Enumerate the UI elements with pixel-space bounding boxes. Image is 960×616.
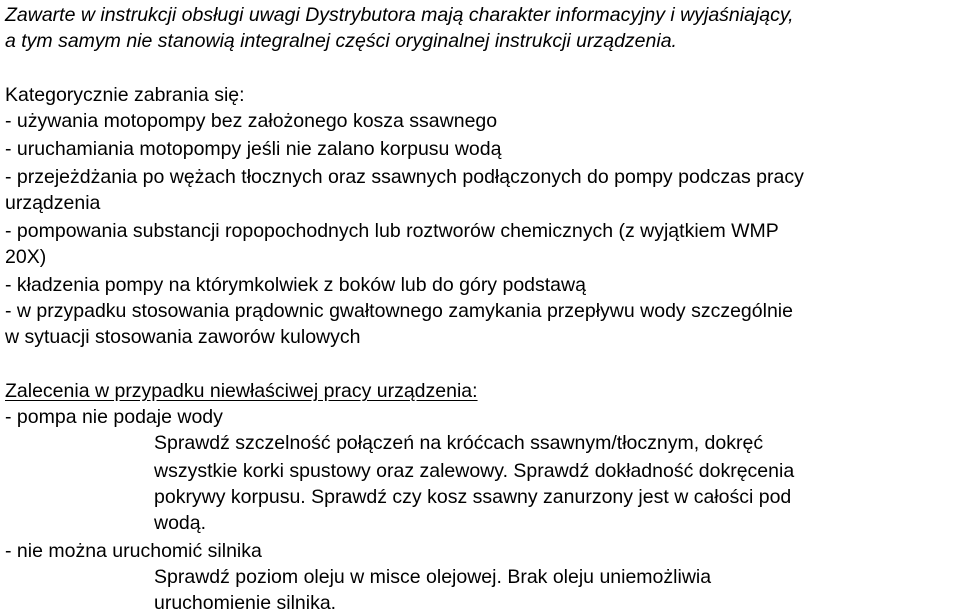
solution-line: pokrywy korpusu. Sprawdź czy kosz ssawny zanurzony jest w całości pod <box>154 486 792 508</box>
problem-engine-wont-start: - nie można uruchomić silnika <box>5 540 262 562</box>
prohibition-item: - uruchamiania motopompy jeśli nie zalano korpusu wodą <box>5 138 502 160</box>
prohibition-item-continuation: w sytuacji stosowania zaworów kulowych <box>5 326 361 348</box>
prohibition-item: - w przypadku stosowania prądownic gwałtownego zamykania przepływu wody szczególnie <box>5 300 793 322</box>
prohibition-item: - przejeżdżania po wężach tłocznych oraz ssawnych podłączonych do pompy podczas pracy <box>5 166 804 188</box>
solution-line: Sprawdź szczelność połączeń na króćcach ssawnym/tłocznym, dokręć <box>154 432 764 454</box>
solution-line: wodą. <box>154 512 207 534</box>
prohibition-item-continuation: 20X) <box>5 246 47 268</box>
solution-line: Sprawdź poziom oleju w misce olejowej. Brak oleju uniemożliwia <box>154 566 712 588</box>
prohibitions-heading: Kategorycznie zabrania się: <box>5 84 245 106</box>
disclaimer-line-2: a tym samym nie stanowią integralnej części oryginalnej instrukcji urządzenia. <box>5 30 677 52</box>
troubleshooting-heading: Zalecenia w przypadku niewłaściwej pracy urządzenia: <box>5 380 478 402</box>
prohibition-item: - kładzenia pompy na którymkolwiek z boków lub do góry podstawą <box>5 274 586 296</box>
solution-line: uruchomienie silnika. <box>154 592 337 614</box>
problem-no-water: - pompa nie podaje wody <box>5 406 223 428</box>
solution-line: wszystkie korki spustowy oraz zalewowy. Sprawdź dokładność dokręcenia <box>154 460 795 482</box>
prohibition-item: - pompowania substancji ropopochodnych lub roztworów chemicznych (z wyjątkiem WMP <box>5 220 779 242</box>
prohibition-item: - używania motopompy bez założonego kosza ssawnego <box>5 110 498 132</box>
disclaimer-line-1: Zawarte w instrukcji obsługi uwagi Dystrybutora mają charakter informacyjny i wyjaśniający, <box>5 4 794 26</box>
prohibition-item-continuation: urządzenia <box>5 192 101 214</box>
